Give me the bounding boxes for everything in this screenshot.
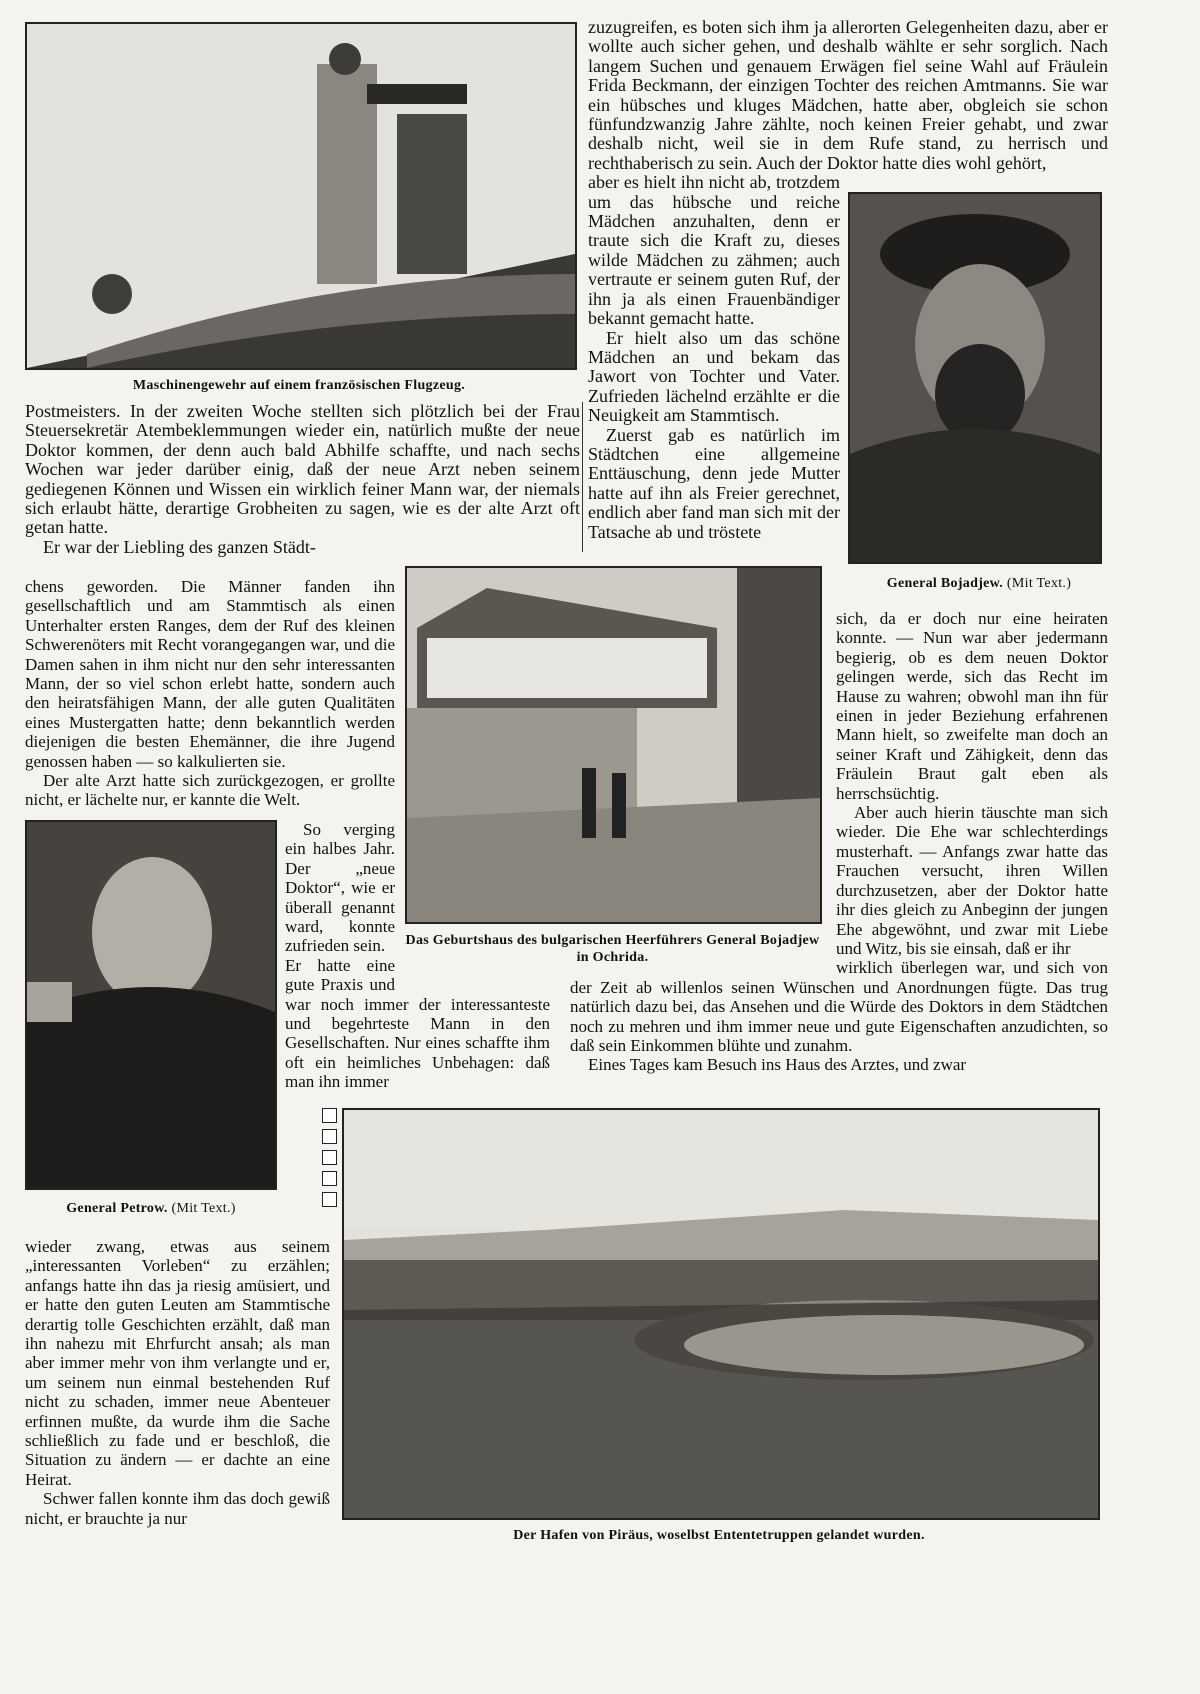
paragraph: Er hatte eine gute Praxis und war noch immer der interessanteste und begehrteste Mann in den Gesellschaften. Nur eines schaffte ihm oft ein heimliches Unbehagen: daß man ihn immer [285, 955, 550, 1092]
paragraph: zuzugreifen, es boten sich ihm ja allerorten Gelegenheiten dazu, aber er wollte auch sicher gehen, und deshalb wählte er sehr sorglich. Nach langem Suchen und genauem Erwägen fiel seine Wahl auf Fräulein Frida Beckmann, der einzigen Tochter des reichen Amtmanns. Sie war ein hübsches und kluges Mädchen, hatte aber, obgleich sie schon fünfundzwanzig Jahre zählte, noch keinen Freier gehabt, und zwar deshalb nicht, weil sie in dem Rufe stand, zu herrisch und rechthaberisch zu sein. Auch der Doktor hatte dies wohl gehört, [588, 17, 1108, 173]
photo-harbor-piraeus [342, 1108, 1100, 1520]
ornament-square [322, 1171, 337, 1186]
caption-text: General Bojadjew. [886, 576, 1004, 591]
paragraph: Zuerst gab es natürlich im Städtchen eine allgemeine Enttäuschung, denn jede Mutter hatte auf ihn als Freier gerechnet, endlich aber fand man sich mit der Tatsache ab und tröstete [588, 424, 840, 542]
ornament-square [322, 1129, 337, 1144]
caption-note: (Mit Text.) [1006, 576, 1072, 591]
paragraph: wieder zwang, etwas aus seinem „interessanten Vorleben“ zu erzählen; anfangs hatte ihn das ja riesig amüsiert, und er hatte den guten Leuten am Stammtische derartig tolle Geschichten erzählt, daß man ihn nahezu mit Ehrfurcht ansah; als man aber immer mehr von ihm verlangte und er, um seinem nun einmal bestehenden Ruf nicht zu schaden, immer neue Abenteuer erfinnen mußte, da wurde ihm die Sache schließlich zu fade und er beschloß, die Situation zu ändern — er dachte an eine Heirat. [25, 1236, 330, 1489]
paragraph: chens geworden. Die Männer fanden ihn gesellschaftlich und am Stammtisch als einen Unterhalter ersten Ranges, dem der Ruf des kleinen Schwerenöters mit Recht vorangegangen war, und die Damen sahen in ihm nicht nur den sehr interessanten Mann, der so viel schon erlebt hatte, sondern auch den heiratsfähigen Mann, der alle guten Qualitäten eines Mustergatten hatte; denn bekanntlich werden diejenigen die besten Ehemänner, die ihre Jugend genossen haben — so kalkulierten sie. [25, 577, 395, 771]
caption-airplane: Maschinengewehr auf einem französischen Flugzeug. [132, 378, 466, 393]
paragraph: Schwer fallen konnte ihm das doch gewiß nicht, er brauchte ja nur [25, 1489, 330, 1528]
paragraph: Postmeisters. In der zweiten Woche stellten sich plötzlich bei der Frau Steuersekretär Atembeklemmungen wieder ein, natürlich mußte der neue Doktor kommen, der denn auch bald Abhilfe schaffte, und nach sechs Wochen war jeder darüber einig, daß der neue Arzt neben seinem gediegenen Können und Wissen ein wirklich feiner Mann war, der niemals sich erlaubt hätte, derartige Grobheiten zu sagen, wie es der alte Arzt oft getan hatte. [25, 401, 580, 538]
column-divider [582, 402, 583, 552]
caption-note: (Mit Text.) [171, 1200, 236, 1216]
paragraph: Der alte Arzt hatte sich zurückgezogen, er grollte nicht, er lächelte nur, er kannte die Welt. [25, 771, 395, 810]
paragraph: Eines Tages kam Besuch ins Haus des Arztes, und zwar [588, 1055, 967, 1075]
paragraph: So verging ein halbes Jahr. Der „neue Doktor“, wie er überall genannt ward, konnte zufrieden sein. [285, 819, 395, 956]
text-left-wide [25, 402, 580, 557]
photo-machine-gun-airplane [25, 22, 577, 370]
caption-birthplace: Das Geburtshaus des bulgarischen Heerführers General Bojadjew in Ochrida. [405, 933, 820, 965]
paragraph: sich, da er doch nur eine heiraten konnte. — Nun war aber jedermann begierig, ob es dem neuen Doktor gelingen werde, sich das Recht im Hause zu wahren; obwohl man ihn für einen in jeder Beziehung erfahrenen Mann hielt, so zweifelte man doch an seiner Kraft und Zähigkeit, denn das Fräulein Braut galt eben als herrschsüchtig. [836, 609, 1108, 803]
ornament-square [322, 1150, 337, 1165]
caption-harbor: Der Hafen von Piräus, woselbst Ententetruppen gelandet wurden. [513, 1528, 925, 1543]
paragraph: wirklich überlegen war, und sich von der Zeit ab willenlos seinen Wünschen und Anordnungen fügte. Das trug natürlich dazu bei, das Ansehen und die Würde des Doktors in dem Städtchen noch zu mehren und ihm immer neue und gute Eigenschaften anzudichten, so daß sein Einkommen blühte und zunahm. [570, 958, 1108, 1055]
caption-bojadjew [848, 575, 1110, 592]
ornament-square [322, 1192, 337, 1207]
paragraph: Er war der Liebling des ganzen Städt- [43, 536, 316, 557]
paragraph: Er hielt also um das schöne Mädchen an und bekam das Jawort von Tochter und Vater. Zufrieden lächelnd erzählte er die Neuigkeit am Stammtisch. [588, 327, 840, 426]
text-right-flow [570, 609, 1108, 1075]
photo-general-petrow [25, 820, 277, 1190]
petrow-figure [25, 820, 277, 1217]
caption-petrow [25, 1200, 277, 1217]
paragraph: aber es hielt ihn nicht ab, trotzdem um das hübsche und reiche Mädchen anzuhalten, denn er traute sich die Kraft zu, dieses wilde Mädchen zu zähmen; auch vertraute er seinem guten Ruf, der ihn ja als einen Frauenbändiger bekannt gemacht hatte. [588, 172, 840, 329]
caption-text: General Petrow. [66, 1200, 168, 1216]
text-bottom-left [25, 1223, 330, 1528]
paragraph: Aber auch hierin täuschte man sich wieder. Die Ehe war schlechterdings musterhaft. — Anfangs zwar hatte das Frauchen versucht, ihren Willen durchzusetzen, aber der Doktor hatte ihr dies gleich zu Anbeginn der jungen Ehe abgewöhnt, und zwar mit Liebe und Witz, bis sie einsah, daß er ihr [836, 803, 1108, 958]
photo-general-bojadjew [848, 192, 1102, 564]
ornament-square [322, 1108, 337, 1123]
layout-spacer [570, 609, 836, 975]
